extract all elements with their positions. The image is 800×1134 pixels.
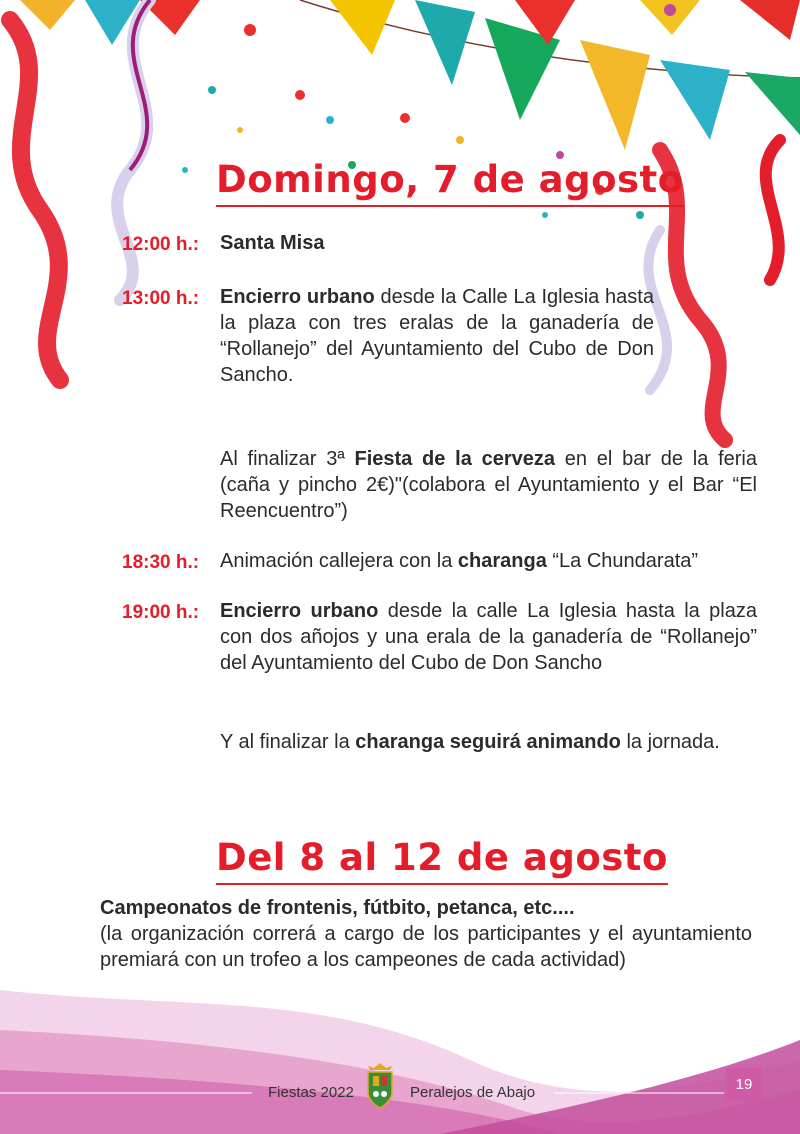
day-title-8-12-agosto: Del 8 al 12 de agosto [216, 836, 668, 885]
footer-fiestas: Fiestas 2022 [268, 1084, 354, 1101]
time-13: 13:00 h.: [122, 288, 200, 309]
time-19: 19:00 h.: [122, 602, 200, 623]
page-number: 19 [726, 1068, 762, 1102]
coat-of-arms-icon [364, 1062, 396, 1110]
entry-encierro-19: Encierro urbano desde la calle La Iglesia hasta la plaza con dos añojos y una erala de la ganadería de “Rollanejo” del Ayuntamiento del Cubo de Don Sancho [220, 600, 757, 674]
entry-fiesta-cerveza: Al finalizar 3ª Fiesta de la cerveza en el bar de la feria (caña y pincho 2€)"(colabora el Ayuntamiento y el Bar “El Reencuentro”) [220, 448, 757, 522]
campeonatos-heading: Campeonatos de frontenis, fútbito, petanca, etc.... [100, 897, 575, 919]
campeonatos-section [100, 895, 752, 973]
entry-encierro-13: Encierro urbano desde la Calle La Iglesia hasta la plaza con tres eralas de la ganadería de “Rollanejo” del Ayuntamiento del Cubo de Don Sancho. [220, 286, 654, 386]
entry-al-finalizar: Y al finalizar la charanga seguirá animando la jornada. [220, 731, 720, 753]
time-1830: 18:30 h.: [122, 552, 200, 573]
day-title-7-agosto: Domingo, 7 de agosto [216, 158, 684, 207]
entry-santa-misa: Santa Misa [220, 232, 325, 254]
entry-charanga: Animación callejera con la charanga “La Chundarata” [220, 550, 699, 572]
time-12: 12:00 h.: [122, 234, 200, 255]
campeonatos-body: (la organización correrá a cargo de los participantes y el ayuntamiento premiará con un trofeo a los campeones de cada actividad) [100, 923, 752, 971]
footer-peralejos: Peralejos de Abajo [410, 1084, 536, 1101]
